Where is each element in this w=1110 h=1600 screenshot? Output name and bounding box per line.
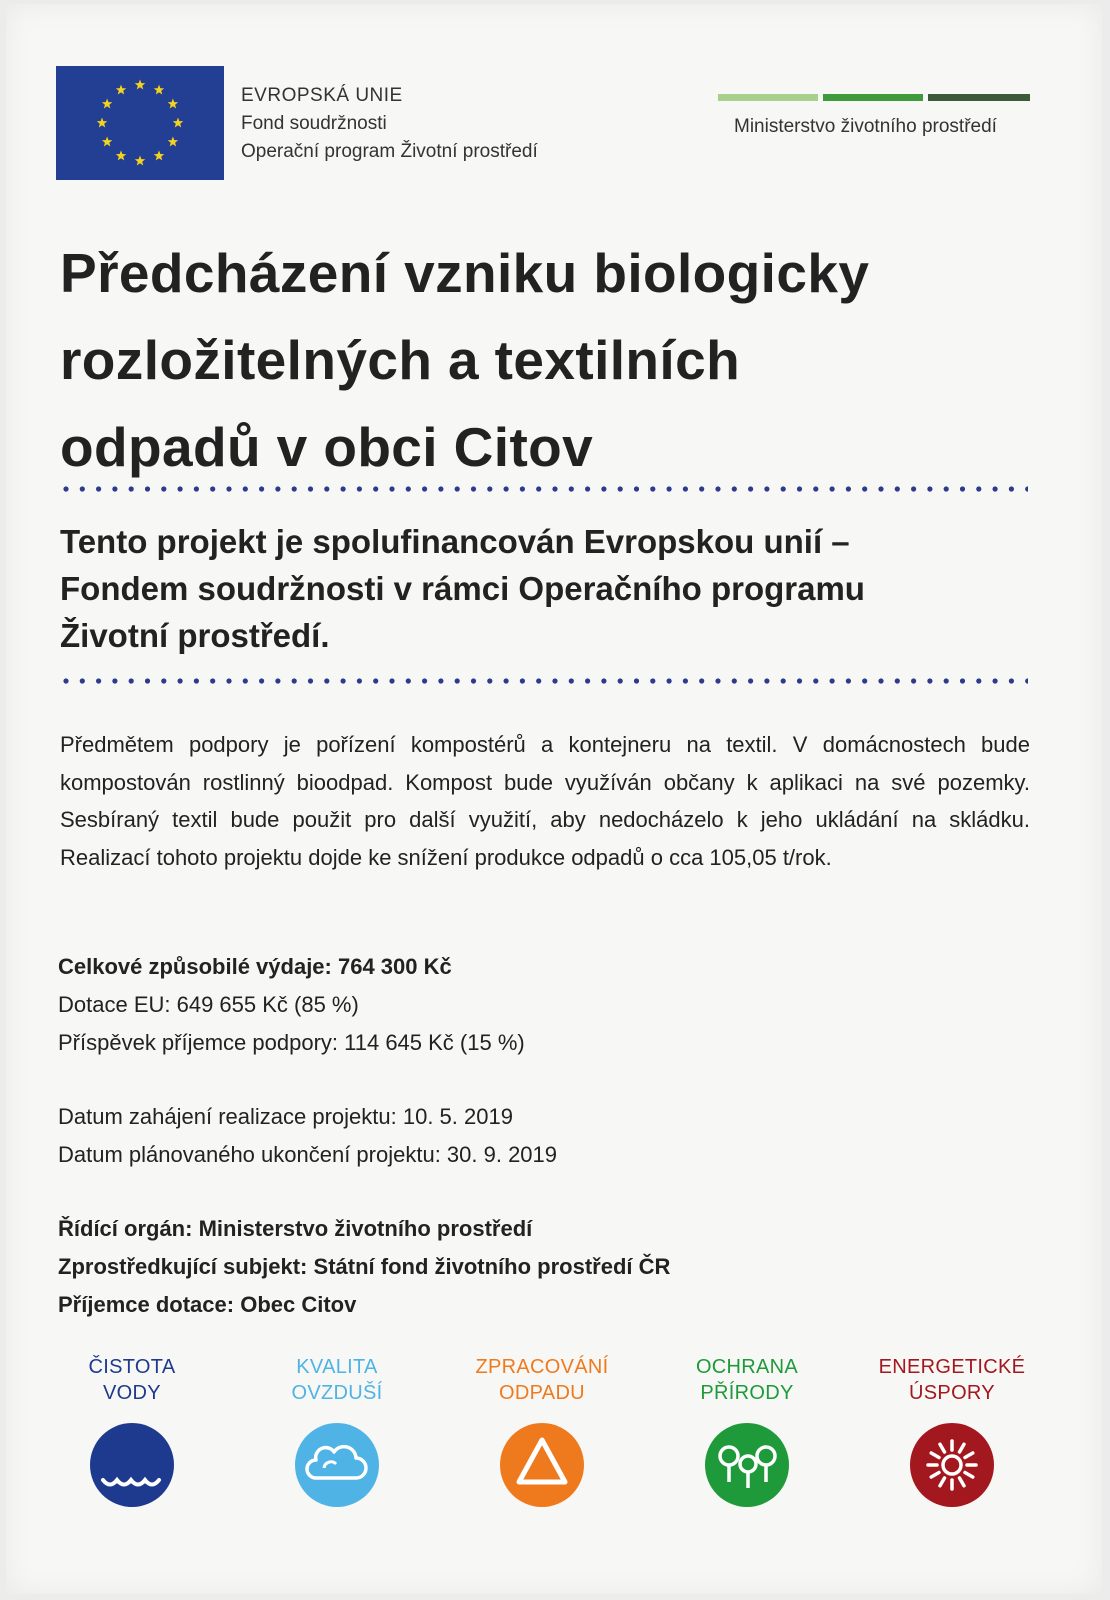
divider-dot: [487, 678, 492, 683]
divider-dot: [927, 486, 932, 491]
water-icon: [89, 1422, 175, 1508]
divider-dot: [243, 486, 248, 491]
divider-dot: [129, 678, 134, 683]
eu-flag-icon: [56, 66, 224, 180]
divider-dot: [226, 678, 231, 683]
divider-dot: [487, 486, 492, 491]
theme-air: [227, 1354, 447, 1508]
divider-dot: [161, 678, 166, 683]
divider-dot: [243, 678, 248, 683]
divider-dot: [96, 678, 101, 683]
divider-dot: [112, 486, 117, 491]
priority-themes: [6, 1354, 1102, 1544]
divider-dot: [846, 678, 851, 683]
divider-dot: [178, 486, 183, 491]
divider-dot: [862, 486, 867, 491]
theme-label: OCHRANA PŘÍRODY: [695, 1356, 799, 1404]
finance-block: [58, 948, 525, 1062]
subtitle-line: Životní prostředí.: [60, 617, 330, 654]
divider-dot: [536, 678, 541, 683]
divider-dot: [781, 678, 786, 683]
divider-dot: [308, 678, 313, 683]
divider-dot: [960, 678, 965, 683]
divider-dot: [618, 486, 623, 491]
divider-dot: [389, 486, 394, 491]
divider-dot: [438, 678, 443, 683]
divider-dot: [324, 486, 329, 491]
divider-dot: [976, 486, 981, 491]
theme-label: ENERGETICKÉ ÚSPORY: [878, 1356, 1026, 1404]
divider-dot: [210, 678, 215, 683]
divider-dot: [944, 486, 949, 491]
divider-dot: [406, 486, 411, 491]
divider-dot: [357, 678, 362, 683]
divider-dot: [145, 486, 150, 491]
start-date: Datum zahájení realizace projektu: 10. 5. 2019: [58, 1104, 513, 1129]
organisations-block: [58, 1210, 670, 1324]
divider-dot: [569, 678, 574, 683]
total-expenses: Celkové způsobilé výdaje: 764 300 Kč: [58, 954, 452, 979]
divider-dot: [601, 486, 606, 491]
managing-authority: Řídící orgán: Ministerstvo životního prostředí: [58, 1216, 533, 1241]
divider-dot: [406, 678, 411, 683]
divider-dot: [1009, 678, 1014, 683]
divider-dot: [504, 678, 509, 683]
theme-water: [22, 1354, 242, 1508]
divider-dot: [373, 486, 378, 491]
divider-dot: [715, 678, 720, 683]
recipient-contribution: Příspěvek příjemce podpory: 114 645 Kč (15 %): [58, 1030, 525, 1055]
divider-dot: [438, 486, 443, 491]
divider-dot: [471, 678, 476, 683]
divider-dot: [748, 486, 753, 491]
divider-dot: [520, 486, 525, 491]
subtitle: [60, 518, 1060, 659]
divider-dot: [145, 678, 150, 683]
divider-dot: [748, 678, 753, 683]
divider-dot: [813, 678, 818, 683]
sun-icon: [909, 1422, 995, 1508]
divider-dot: [830, 678, 835, 683]
title-line: odpadů v obci Citov: [60, 416, 594, 478]
divider-dot: [715, 486, 720, 491]
recycle-triangle-icon: [499, 1422, 585, 1508]
divider-dot: [878, 486, 883, 491]
divider-dot: [80, 486, 85, 491]
divider-dot: [341, 486, 346, 491]
divider-dot: [210, 486, 215, 491]
divider-dot: [781, 486, 786, 491]
title-line: Předcházení vzniku biologicky: [60, 242, 870, 304]
project-description: Předmětem podpory je pořízení kompostérů a kontejneru na textil. V domácnostech bude kompostován rostlinný bioodpad. Kompost bude využíván občany k aplikaci na své pozemky. Sesbíraný textil bude použit pro další využití, aby nedocházelo k jeho ukládání na skládku. Realizací tohoto projektu dojde ke snížení produkce odpadů o cca 105,05 t/rok.: [60, 732, 1030, 870]
eu-fund: Fond soudržnosti: [241, 113, 387, 134]
divider-dot: [732, 678, 737, 683]
grant-recipient: Příjemce dotace: Obec Citov: [58, 1292, 357, 1317]
divider-dot: [846, 486, 851, 491]
trees-icon: [704, 1422, 790, 1508]
theme-nature: [637, 1354, 857, 1508]
divider-dot: [618, 678, 623, 683]
divider-dot: [161, 486, 166, 491]
divider-dot: [292, 678, 297, 683]
divider-dot: [455, 486, 460, 491]
divider-dot: [129, 486, 134, 491]
divider-dot: [96, 486, 101, 491]
divider-dot: [1025, 678, 1028, 683]
eu-text-block: [241, 82, 538, 166]
divider-dot: [308, 486, 313, 491]
information-sign: [6, 4, 1102, 1594]
cloud-icon: [294, 1422, 380, 1508]
divider-dot: [927, 678, 932, 683]
divider-dot: [504, 486, 509, 491]
divider-dot: [634, 486, 639, 491]
divider-dot: [259, 486, 264, 491]
eu-program: Operační program Životní prostředí: [241, 141, 538, 162]
divider-dot: [797, 486, 802, 491]
divider-dot: [813, 486, 818, 491]
divider-dot: [455, 678, 460, 683]
divider-dot: [569, 486, 574, 491]
divider-dot: [275, 486, 280, 491]
divider-dot: [634, 678, 639, 683]
divider-dot: [601, 678, 606, 683]
theme-label: ČISTOTA VODY: [88, 1356, 176, 1404]
theme-waste: [432, 1354, 652, 1508]
divider-dot: [976, 678, 981, 683]
divider-dot: [80, 678, 85, 683]
dotted-divider: [62, 484, 1028, 494]
divider-dot: [585, 678, 590, 683]
divider-dot: [112, 678, 117, 683]
divider-dot: [960, 486, 965, 491]
dotted-divider: [62, 676, 1028, 686]
divider-dot: [292, 486, 297, 491]
divider-dot: [389, 678, 394, 683]
divider-dot: [226, 486, 231, 491]
theme-energy: [842, 1354, 1062, 1508]
eu-title: EVROPSKÁ UNIE: [241, 85, 403, 106]
divider-dot: [471, 486, 476, 491]
divider-dot: [1025, 486, 1028, 491]
divider-dot: [324, 678, 329, 683]
divider-dot: [797, 678, 802, 683]
subtitle-line: Tento projekt je spolufinancován Evropskou unií –: [60, 523, 850, 560]
divider-dot: [895, 486, 900, 491]
divider-dot: [373, 678, 378, 683]
divider-dot: [764, 486, 769, 491]
divider-dot: [357, 486, 362, 491]
divider-dot: [667, 486, 672, 491]
divider-dot: [194, 678, 199, 683]
eu-subsidy: Dotace EU: 649 655 Kč (85 %): [58, 992, 359, 1017]
divider-dot: [667, 678, 672, 683]
divider-dot: [732, 486, 737, 491]
divider-dot: [194, 486, 199, 491]
divider-dot: [944, 678, 949, 683]
divider-dot: [341, 678, 346, 683]
divider-dot: [422, 486, 427, 491]
divider-dot: [552, 486, 557, 491]
intermediate-body: Zprostředkující subjekt: Státní fond životního prostředí ČR: [58, 1254, 671, 1279]
theme-label: ZPRACOVÁNÍ ODPADU: [475, 1356, 609, 1404]
divider-dot: [275, 678, 280, 683]
page-title: [60, 230, 1060, 491]
divider-dot: [830, 486, 835, 491]
divider-dot: [911, 678, 916, 683]
divider-dot: [536, 486, 541, 491]
divider-dot: [422, 678, 427, 683]
divider-dot: [683, 486, 688, 491]
divider-dot: [650, 486, 655, 491]
divider-dot: [63, 678, 68, 683]
divider-dot: [911, 486, 916, 491]
divider-dot: [699, 486, 704, 491]
divider-dot: [650, 678, 655, 683]
title-line: rozložitelných a textilních: [60, 329, 741, 391]
divider-dot: [520, 678, 525, 683]
theme-label: KVALITA OVZDUŠÍ: [291, 1356, 383, 1404]
divider-dot: [699, 678, 704, 683]
ministry-name: Ministerstvo životního prostředí: [734, 116, 997, 137]
divider-dot: [1009, 486, 1014, 491]
subtitle-line: Fondem soudržnosti v rámci Operačního programu: [60, 570, 865, 607]
divider-dot: [862, 678, 867, 683]
divider-dot: [178, 678, 183, 683]
ministry-logo-bars-icon: [718, 94, 1030, 102]
divider-dot: [895, 678, 900, 683]
dates-block: [58, 1098, 557, 1174]
divider-dot: [552, 678, 557, 683]
divider-dot: [764, 678, 769, 683]
divider-dot: [585, 486, 590, 491]
divider-dot: [259, 678, 264, 683]
divider-dot: [993, 486, 998, 491]
divider-dot: [63, 486, 68, 491]
divider-dot: [878, 678, 883, 683]
end-date: Datum plánovaného ukončení projektu: 30. 9. 2019: [58, 1142, 558, 1167]
divider-dot: [993, 678, 998, 683]
divider-dot: [683, 678, 688, 683]
